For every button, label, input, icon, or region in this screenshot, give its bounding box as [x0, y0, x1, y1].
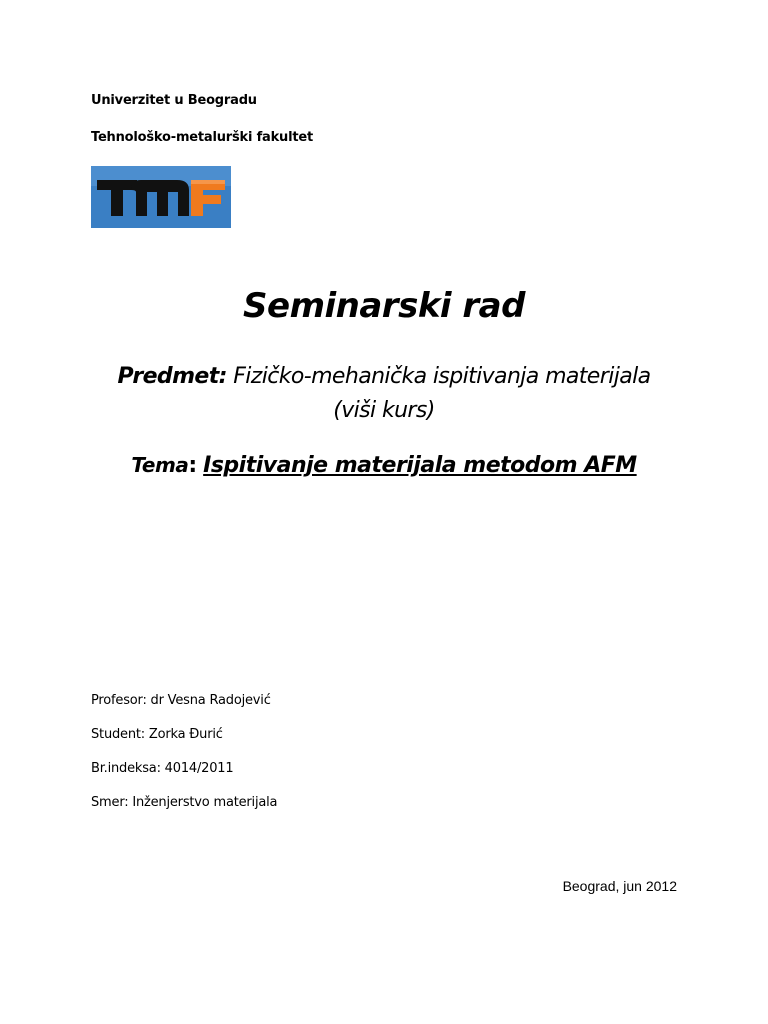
subject-value: Fizičko-mehanička ispitivanja materijala [233, 364, 651, 389]
document-title: Seminarski rad [243, 286, 525, 326]
topic-block [0, 453, 768, 478]
program-line: Smer: Inženjerstvo materijala [91, 795, 278, 810]
university-name: Univerzitet u Beogradu [91, 93, 257, 108]
subject-label: Predmet: [117, 364, 227, 389]
tmf-logo [91, 166, 231, 228]
professor-line: Profesor: dr Vesna Radojević [91, 693, 271, 708]
place-date: Beograd, jun 2012 [562, 878, 677, 894]
topic-colon: : [188, 453, 197, 478]
tmf-logo-graphic [91, 166, 231, 228]
subject-line-1 [0, 360, 768, 394]
topic-label: Tema [131, 453, 189, 477]
faculty-name: Tehnološko-metalurški fakultet [91, 130, 314, 145]
student-line: Student: Zorka Đurić [91, 727, 223, 742]
subject-line-2: (viši kurs) [333, 398, 435, 423]
index-line: Br.indeksa: 4014/2011 [91, 761, 234, 776]
subject-block [0, 360, 768, 428]
topic-value: Ispitivanje materijala metodom AFM [203, 453, 637, 478]
